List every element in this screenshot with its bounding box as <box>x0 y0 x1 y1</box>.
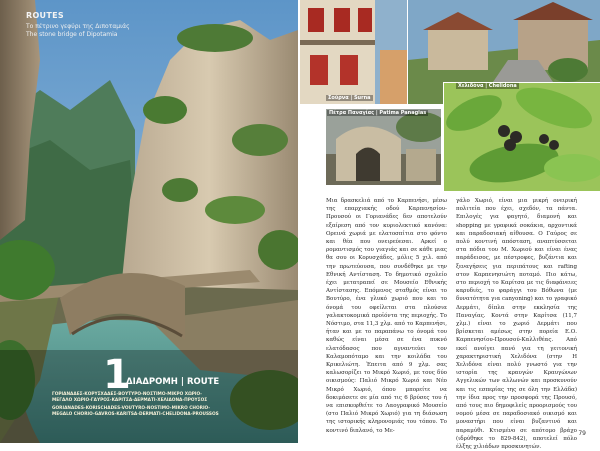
left-page-photo <box>0 0 298 443</box>
chelidona-photo <box>443 82 600 192</box>
section-label: ROUTES <box>26 11 64 20</box>
article-column-right: γάλο Χωριό, είναι μια μικρή ονειρική πολιτεία που έχει, σχεδόν, τα πάντα. Επιλογές για φαγητό, διαμονή και shopping με γραφικά σοκάκια, αρχοντικά και παραδοσιακή αίθουσα. Ο Γαύρος σε πολύ κοντινή απόσταση, αναπτύσσεται στα πόδια του Μ. Χωριού και είναι ένας παράδεισος, με πέστροφες, βυζάντια και ξεναγήσεις για περιπάτους και rafting στον Καρπενησιώτη ποταμό. Πιο κάτω, στο περιοχή το Καρίτσα με τις διαφάνειες καρυδιές, το φαράγγι του Βόθωνα (με δυνατότητα για canyoning) και το γραφικό Δερμάτι, δίπλα στην εκκλησία της Παναγίας. Κοντά στην Καρίτσα (11,7 χλμ.) είναι το χωριό Δερμάτι που βρίσκεται αμέσως στην πορεία Ε.Ο. Καρπενησίου-Προυσού-Καλλιθέας. Από εκεί ανοίγει πανό για τη γειτονική χαρακτηριστική Χελιδόνα (στην Η Χελιδόνα είναι πολύ γνωστό για την ιστορία της κραυγών Κραυγώνων Αγγελικών των αλλωνών και προσκυνούν και τις εσπερίας της σε όλη την Ελλάδα) την ίδια προς την προσφορά της Προυσό, από τους πιο δημοφιλείς προορισμούς του νομού μέσα σε παραδοσιακό οικισμό και μοναστήρι που είναι βυζαντινό και παραμύθι. Κτισμένο σε απότομο βράχο (ιδρύθηκε το 829-842), αποτελεί πόλο έλξης χιλιάδων προσκυνητών. <box>456 198 577 451</box>
route-places-line: GORIANADES-KORISCHADES-VOUTYRO-NOSTIMO-MIKRO CHORIO- <box>52 406 211 411</box>
photo-caption-greek: Το πέτρινο γεφύρι της Διποταμιάς <box>26 23 130 30</box>
chelidona-caption: Χελιδόνα | Chelidona <box>458 83 517 89</box>
route-places-line: ΓΟΡΙΑΝΑΔΕΣ-ΚΟΡΥΣΧΑΔΕΣ-ΒΟΥΤΥΡΟ-ΝΟΣΤΙΜΟ-ΜΙΚΡΟ ΧΩΡΙΟ- <box>52 392 202 397</box>
route-places-line: ΜΕΓΑΛΟ ΧΩΡΙΟ-ΓΑΥΡΟΣ-ΚΑΡΙΤΣΑ-ΔΕΡΜΑΤΙ-ΧΕΛΙΔΟΝΑ-ΠΡΟΥΣΟΣ <box>52 398 208 403</box>
patima-caption: Πέτρα Παναγίας | Patima Panagias <box>329 110 427 116</box>
surna-caption: Σούρνα | Surna <box>328 95 371 101</box>
route-number: 1 <box>103 352 131 398</box>
surna-photo <box>300 0 407 104</box>
right-page <box>300 0 600 451</box>
article-column-left: Μια δρασκελιά από το Καρπενήσι, μέσω της επαρχιακής οδού Καρπενησίου-Προυσού οι Γοριανάδες δεν αποτελούν εξαίρεση από τον κυριολεκτικό κανόνα: Ορεινά χωριά με ελατοσπίτια στο φόντο και θέα που ονειρεύεσαι. Αρκεί ο ρομαντισμός του γιαγιάς και σε κάθε μιας θα σου οι Κορυσχάδες, μόλις 5 χιλ. από την πρωτεύουσα, που συνδέθηκε με την Εθνική Αντίσταση. Το δημοτικό σχολείο έχει μετατραπεί σε Μουσείο Εθνικής Αντίστασης. Επόμενος σταθμός είναι το Βουτύρο, ένα γλυκό χωριό που και το όνομά του οφείλεται στα πλούσια γαλακτοκομικά προϊόντα της περιοχής. Το Νόστιμο, στα 11,3 χλμ. από το Καρπενήσι, ήταν και με το παραπάνω το όνομά του καθώς είναι μέσα σε ένα πυκνό ελατόδασος που αγναντεύει τον Καλαμοπόταμο και την κοιλάδα του Κρικελιώτη. Έπειτα από 9 χλμ. σας καλωσορίζει το Μικρό Χωριό, με τους δύο οικισμούς: Παλιό Μικρό Χωριό και Νέο Μικρό Χωριό, όπου μπορείτε να δοκιμάσετε σε μία από τις 6 βρύσες του ή να επισκεφθείτε το Λαογραφικό Μουσείο (στο Παλιό Μικρό Χωριό) για τη διάσωση της ιστορικής κληρονομιάς του τόπου. Το κοντινό διπλανό, το Με- <box>326 198 447 434</box>
patima-panagias-photo <box>325 108 442 186</box>
photo-caption-english: The stone bridge of Dipotamia <box>26 31 118 38</box>
route-heading: ΔΙΑΔΡΟΜΗ | ROUTE <box>126 377 220 387</box>
page-number: 79 <box>578 430 586 437</box>
route-places-line: MEGALO CHORIO-GAVROS-KARITSA-DERMATI-CHELIDONA-PROUSSOS <box>52 412 219 417</box>
